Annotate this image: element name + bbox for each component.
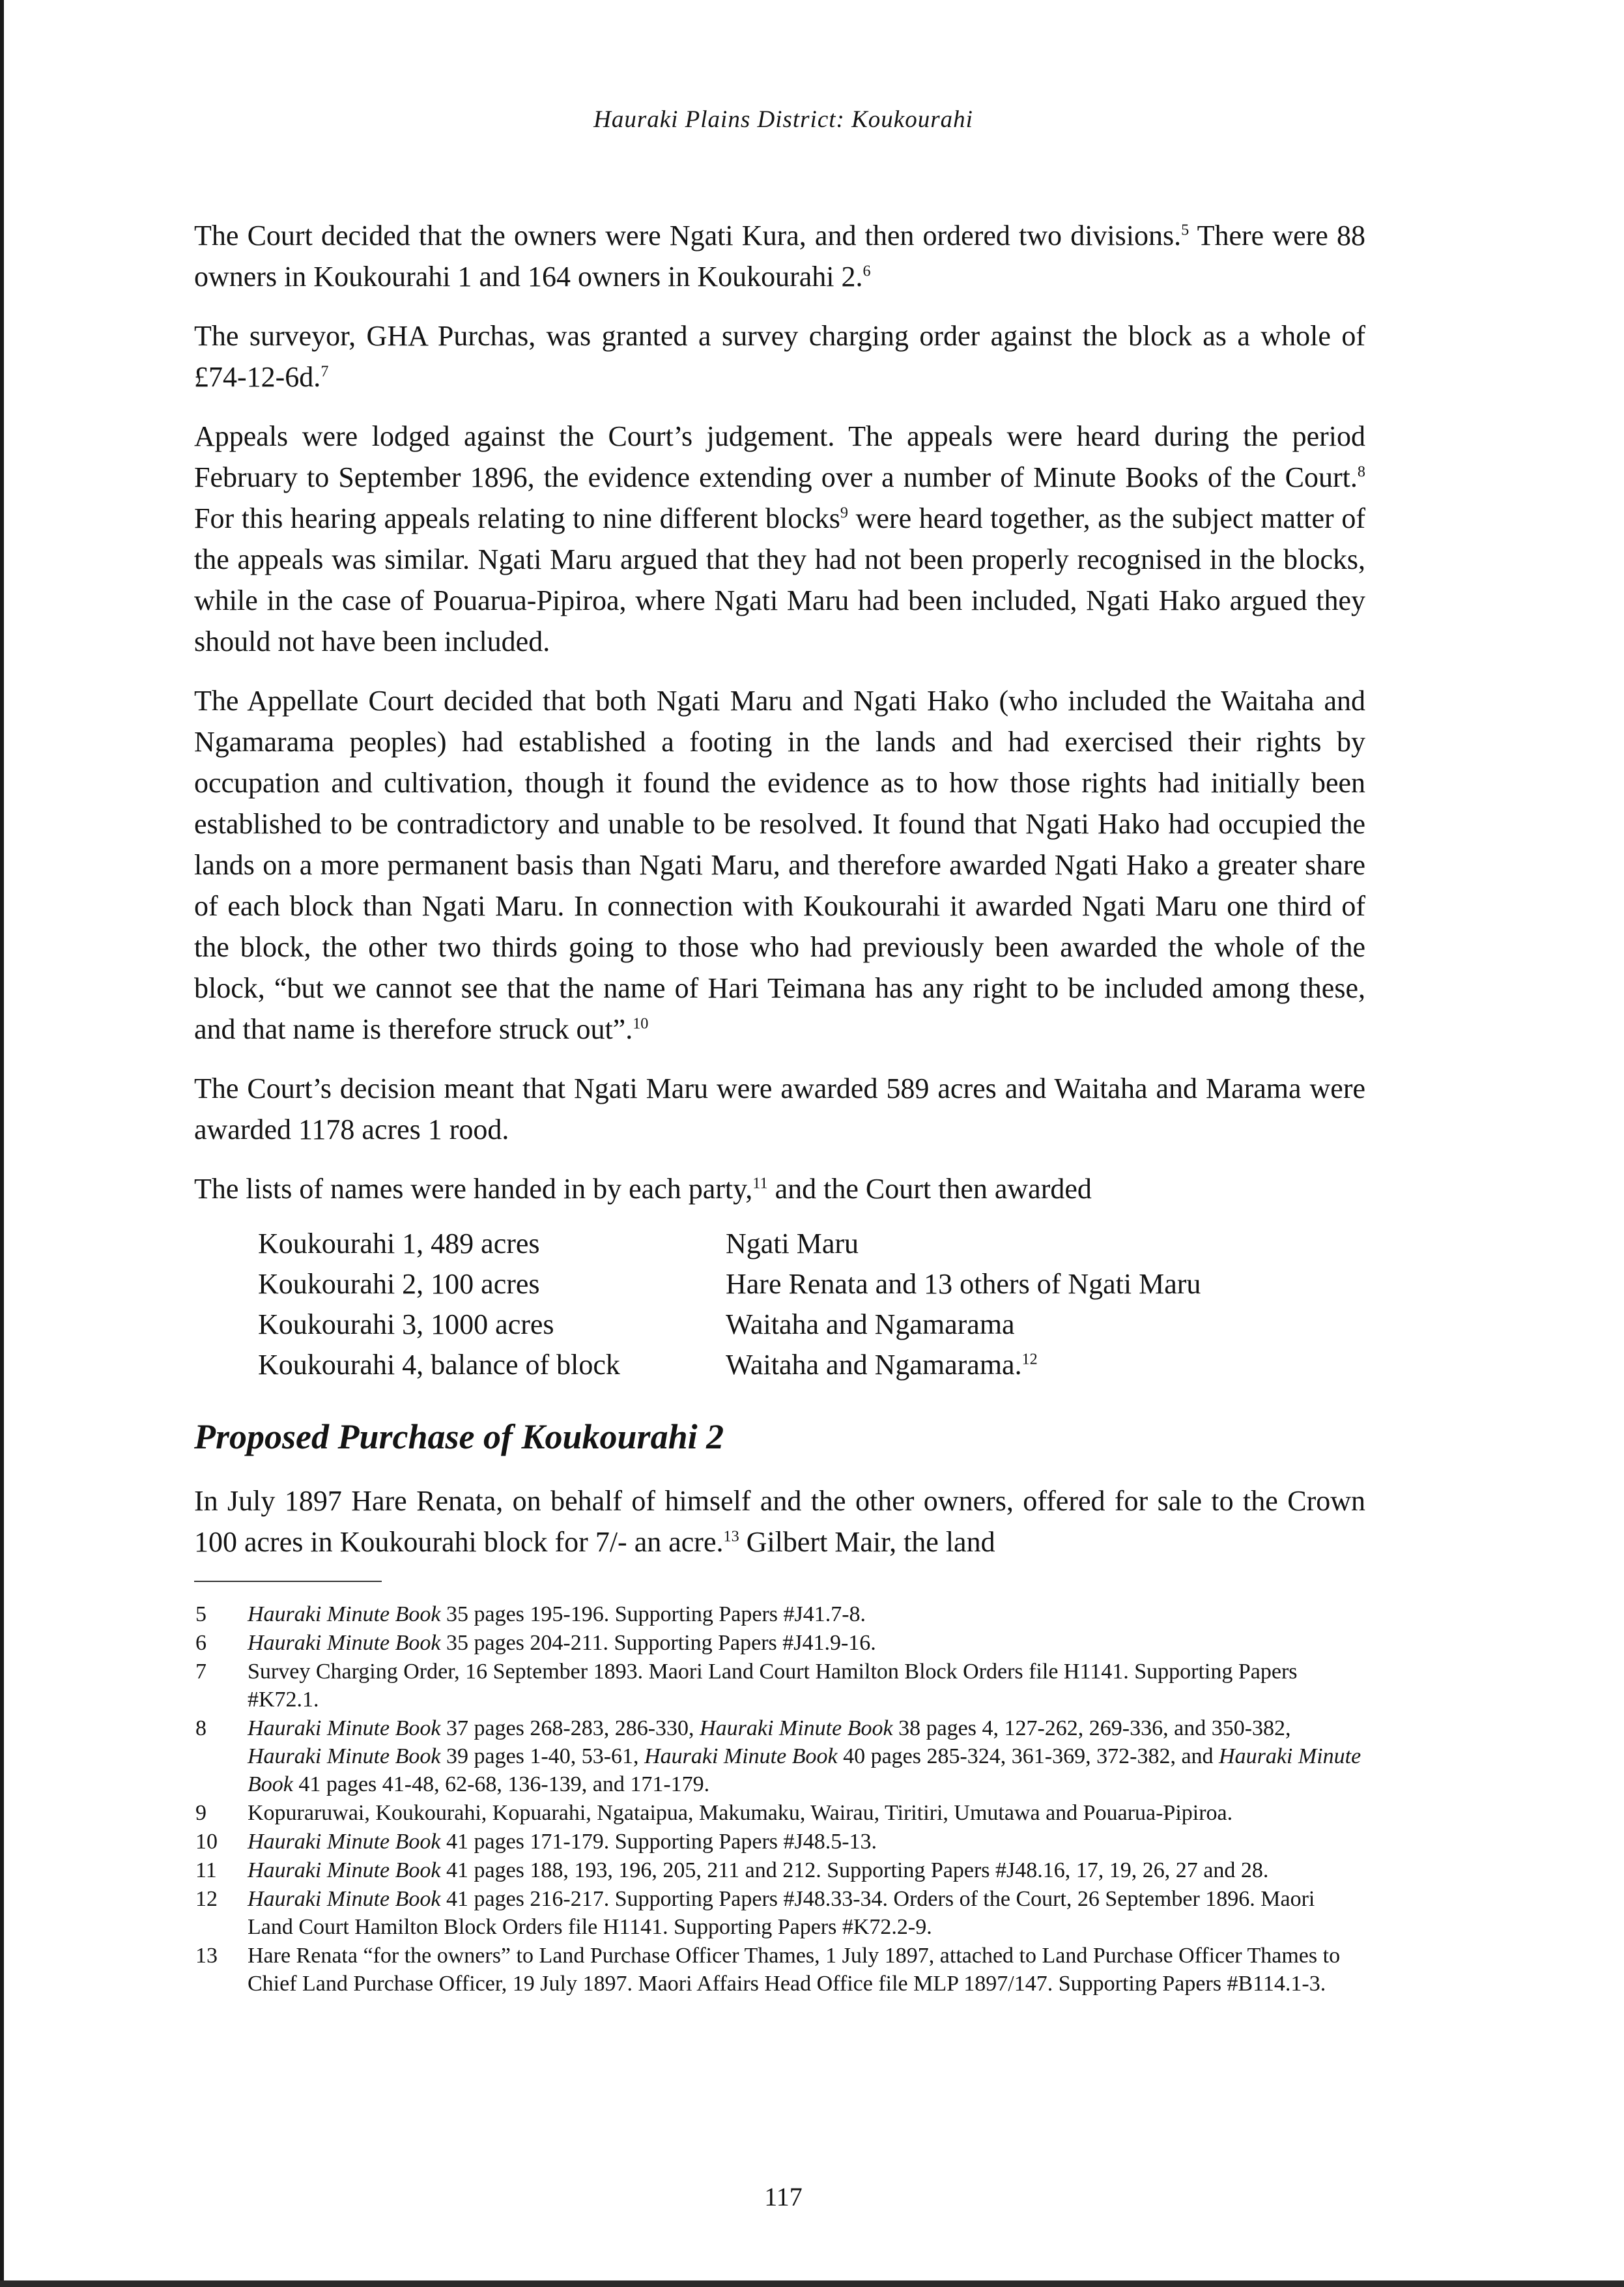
- italic-title: Hauraki Minute Book: [248, 1631, 441, 1655]
- page-body: [194, 215, 1365, 1998]
- footnote-text: Survey Charging Order, 16 September 1893. Maori Land Court Hamilton Block Orders file H1141. Supporting Papers #K72.1.: [248, 1660, 1298, 1712]
- award-awardee: Waitaha and Ngamarama: [726, 1308, 1015, 1340]
- footnote: [194, 1714, 1365, 1798]
- award-block: Koukourahi 2, 100 acres: [258, 1268, 540, 1300]
- paragraph-text: Gilbert Mair, the land: [739, 1526, 995, 1558]
- italic-title: Hauraki Minute Book: [644, 1744, 838, 1768]
- footnote: [194, 1799, 1365, 1827]
- award-table: [258, 1224, 1201, 1385]
- footnote: [194, 1629, 1365, 1657]
- award-awardee: Hare Renata and 13 others of Ngati Maru: [726, 1268, 1201, 1300]
- footnote-text: 39 pages 1-40, 53-61,: [440, 1744, 645, 1768]
- scan-edge-bottom: [0, 2280, 1624, 2287]
- award-row: [258, 1345, 1201, 1385]
- footnote-ref: 13: [723, 1527, 739, 1546]
- footnote-number: 8: [195, 1716, 207, 1740]
- footnote-ref: 11: [752, 1174, 768, 1192]
- footnote-ref: 7: [321, 362, 329, 381]
- award-row: [258, 1264, 1201, 1304]
- footnote-text: 41 pages 216-217. Supporting Papers #J48.33-34. Orders of the Court, 26 September 1896. Maori Land Court Hamilton Block Orders file H1141. Supporting Papers #K72.2-9.: [248, 1887, 1315, 1939]
- award-awardee: Ngati Maru: [726, 1228, 859, 1259]
- footnote-ref: 6: [862, 262, 871, 280]
- footnote-ref: 8: [1357, 463, 1365, 481]
- footnote-number: 9: [195, 1801, 207, 1825]
- footnote-text: 37 pages 268-283, 286-330,: [440, 1716, 700, 1740]
- footnote-ref: 9: [840, 504, 848, 522]
- footnote: [194, 1600, 1365, 1628]
- footnote-number: 12: [195, 1887, 218, 1911]
- footnote: [194, 1658, 1365, 1714]
- footnote-number: 13: [195, 1944, 218, 1968]
- italic-title: Hauraki Minute Book: [248, 1744, 1361, 1796]
- footnote-text: [248, 1714, 1365, 1798]
- body-paragraph: [194, 680, 1365, 1050]
- italic-title: Hauraki Minute Book: [248, 1858, 441, 1882]
- footnote-text: [248, 1942, 1365, 1998]
- page-number: 117: [764, 2182, 803, 2211]
- footnote-text: 35 pages 195-196. Supporting Papers #J41.7-8.: [440, 1602, 866, 1626]
- paragraph-text: The surveyor, GHA Purchas, was granted a survey charging order against the block as a whole of £74-12-6d.: [194, 320, 1365, 393]
- footnote-text: 35 pages 204-211. Supporting Papers #J41.9-16.: [440, 1631, 876, 1655]
- footnote-number: 6: [195, 1631, 207, 1655]
- section-paragraph: [194, 1480, 1365, 1562]
- paragraph-text: The lists of names were handed in by each party,: [194, 1173, 753, 1205]
- footnote-number: 11: [195, 1858, 217, 1882]
- footnote: [194, 1942, 1365, 1998]
- footnote: [194, 1856, 1365, 1884]
- scan-edge-left: [0, 0, 4, 2287]
- paragraph-text: In July 1897 Hare Renata, on behalf of himself and the other owners, offered for sale to the Crown 100 acres in Koukourahi block for 7/- an acre.: [194, 1485, 1365, 1558]
- body-paragraphs: [194, 215, 1365, 1209]
- footnote-text: [248, 1856, 1365, 1884]
- footnote-text: [248, 1600, 1365, 1628]
- footnote-text: [248, 1799, 1365, 1827]
- paragraph-text: The Court decided that the owners were Ngati Kura, and then ordered two divisions.: [194, 220, 1182, 252]
- award-row: [258, 1224, 1201, 1264]
- footnote-text: 38 pages 4, 127-262, 269-336, and 350-382,: [892, 1716, 1291, 1740]
- footnote-text: [248, 1885, 1365, 1941]
- footnote-text: 41 pages 171-179. Supporting Papers #J48.5-13.: [440, 1830, 877, 1854]
- paragraph-text: For this hearing appeals relating to nine different blocks: [194, 502, 840, 534]
- italic-title: Hauraki Minute Book: [248, 1716, 441, 1740]
- award-block: Koukourahi 4, balance of block: [258, 1349, 620, 1381]
- footnote-text: [248, 1828, 1365, 1856]
- footnote-number: 10: [195, 1830, 218, 1854]
- footnote-rule: [194, 1581, 382, 1582]
- footnote-number: 7: [195, 1660, 207, 1684]
- award-row: [258, 1304, 1201, 1345]
- footnote-ref: 12: [1021, 1350, 1038, 1368]
- award-block: Koukourahi 3, 1000 acres: [258, 1308, 554, 1340]
- paragraph-text: were heard together, as the subject matter of the appeals was similar. Ngati Maru argued that they had not been properly recognised in the blocks, while in the case of Pouarua-Pipiroa, where Ngati Maru had been included, Ngati Hako argued they should not have been included.: [194, 502, 1365, 657]
- footnote-text: [248, 1658, 1365, 1714]
- footnote: [194, 1885, 1365, 1941]
- italic-title: Hauraki Minute Book: [248, 1744, 441, 1768]
- body-paragraph: [194, 1068, 1365, 1150]
- footnote-text: Kopuraruwai, Koukourahi, Kopuarahi, Ngataipua, Makumaku, Wairau, Tiritiri, Umutawa and Pouarua-Pipiroa.: [248, 1801, 1233, 1825]
- footnote-text: [248, 1629, 1365, 1657]
- paragraph-text: The Court’s decision meant that Ngati Maru were awarded 589 acres and Waitaha and Marama were awarded 1178 acres 1 rood.: [194, 1072, 1365, 1145]
- footnote-text: 41 pages 188, 193, 196, 205, 211 and 212. Supporting Papers #J48.16, 17, 19, 26, 27 and 28.: [440, 1858, 1269, 1882]
- paragraph-text: Appeals were lodged against the Court’s judgement. The appeals were heard during the period February to September 1896, the evidence extending over a number of Minute Books of the Court.: [194, 420, 1365, 493]
- italic-title: Hauraki Minute Book: [248, 1887, 441, 1911]
- footnote-text: 41 pages 41-48, 62-68, 136-139, and 171-179.: [292, 1772, 710, 1796]
- footnote: [194, 1828, 1365, 1856]
- body-paragraph: [194, 1168, 1365, 1209]
- paragraph-text: and the Court then awarded: [767, 1173, 1092, 1205]
- paragraph-text: The Appellate Court decided that both Ngati Maru and Ngati Hako (who included the Waitaha and Ngamarama peoples) had established a footing in the lands and had exercised their rights by occupation and cultivation, though it found the evidence as to how those rights had initially been established to be contradictory and unable to be resolved. It found that Ngati Hako had occupied the lands on a more permanent basis than Ngati Maru, and therefore awarded Ngati Hako a greater share of each block than Ngati Maru. In connection with Koukourahi it awarded Ngati Maru one third of the block, the other two thirds going to those who had previously been awarded the whole of the block, “but we cannot see that the name of Hari Teimana has any right to be included among these, and that name is therefore struck out”.: [194, 685, 1365, 1045]
- running-head: Hauraki Plains District: Koukourahi: [593, 106, 973, 133]
- footnote-text: Hare Renata “for the owners” to Land Purchase Officer Thames, 1 July 1897, attached to Land Purchase Officer Thames to Chief Land Purchase Officer, 19 July 1897. Maori Affairs Head Office file MLP 1897/147. Supporting Papers #B114.1-3.: [248, 1944, 1341, 1996]
- italic-title: Hauraki Minute Book: [248, 1602, 441, 1626]
- footnotes: [194, 1600, 1365, 1998]
- section-heading: Proposed Purchase of Koukourahi 2: [194, 1417, 724, 1456]
- italic-title: Hauraki Minute Book: [700, 1716, 893, 1740]
- footnote-ref: 10: [633, 1014, 649, 1033]
- body-paragraph: [194, 416, 1365, 662]
- footnote-text: 40 pages 285-324, 361-369, 372-382, and: [837, 1744, 1219, 1768]
- body-paragraph: [194, 315, 1365, 397]
- body-paragraph: [194, 215, 1365, 297]
- footnote-number: 5: [195, 1602, 207, 1626]
- footnote-ref: 5: [1181, 221, 1190, 239]
- paragraph-text: There were 88 owners in Koukourahi 1 and 164 owners in Koukourahi 2.: [194, 220, 1365, 293]
- italic-title: Hauraki Minute Book: [248, 1830, 441, 1854]
- award-block: Koukourahi 1, 489 acres: [258, 1228, 540, 1259]
- award-awardee: Waitaha and Ngamarama.$^{12}$: [726, 1349, 1038, 1381]
